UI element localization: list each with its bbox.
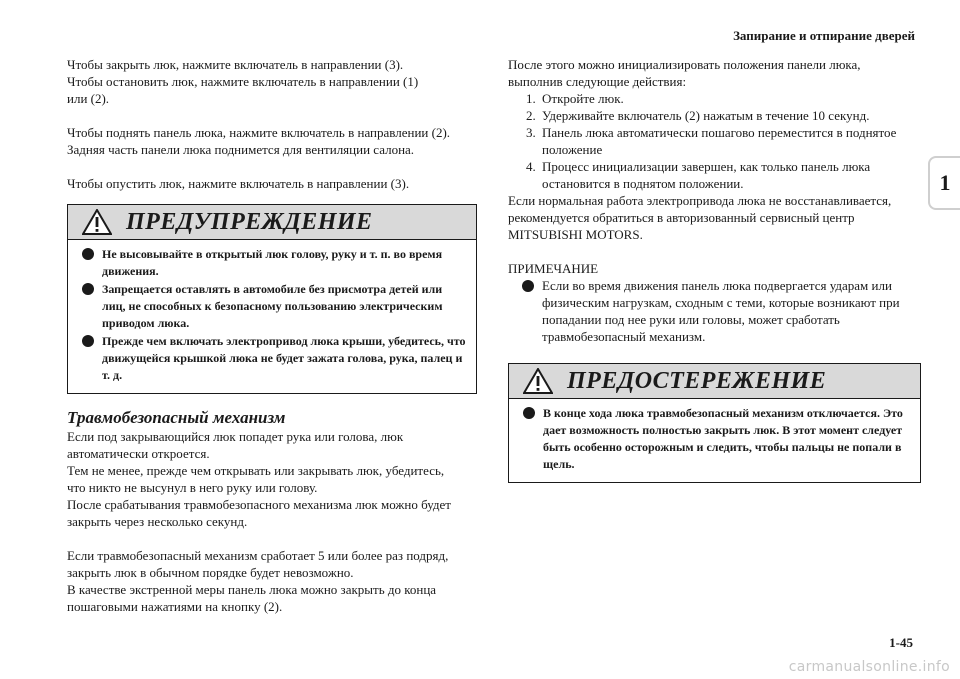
- page-number: 1-45: [889, 635, 913, 650]
- caution-header: [509, 364, 920, 399]
- intro-paragraphs: [67, 56, 477, 192]
- text-line: Чтобы опустить люк, нажмите включатель в направлении (3).: [67, 176, 410, 191]
- bullet-icon: [523, 407, 535, 419]
- left-column: [67, 56, 477, 615]
- bullet-icon: [82, 335, 94, 347]
- text-line: Чтобы остановить люк, нажмите включатель в направлении (1): [67, 74, 419, 89]
- warning-item: Не высовывайте в открытый люк голову, руку и т. п. во время движения.: [82, 246, 466, 280]
- text-line: Чтобы закрыть люк, нажмите включатель в направлении (3).: [67, 57, 404, 72]
- text-line: Тем не менее, прежде чем открывать или закрывать люк, убедитесь,: [67, 463, 445, 478]
- warning-box: [67, 204, 477, 394]
- anti-pinch-paragraphs: [67, 428, 477, 615]
- text-line: закрыть люк в обычном порядке будет невозможно.: [67, 565, 354, 580]
- watermark: carmanualsonline.info: [788, 659, 950, 675]
- text-line: пошаговыми нажатиями на кнопку (2).: [67, 599, 283, 614]
- text-line: Если под закрывающийся люк попадет рука или голова, люк: [67, 429, 404, 444]
- section-subheading: Травмобезопасный механизм: [67, 408, 286, 427]
- text-line: выполнив следующие действия:: [508, 74, 687, 89]
- note-item: Если во время движения панель люка подвергается ударам или физическим нагрузкам, сходным с теми, которые возникают при попадании под нее руки или головы, может сработать травмобезопасный механизм.: [508, 277, 921, 345]
- caution-body: [509, 399, 920, 482]
- warning-item: Прежде чем включать электропривод люка крыши, убедитесь, что движущейся крышкой люка не будет зажата голова, рука, палец и т. д.: [82, 333, 466, 384]
- warning-body: [68, 240, 476, 393]
- caution-title: ПРЕДОСТЕРЕЖЕНИЕ: [567, 367, 827, 394]
- step-item: 1. Откройте люк.: [526, 91, 624, 106]
- text-line: MITSUBISHI MOTORS.: [508, 227, 643, 242]
- right-column: [508, 56, 921, 483]
- step-item: 2. Удерживайте включатель (2) нажатым в течение 10 секунд.: [526, 108, 870, 123]
- warning-header: [68, 205, 476, 240]
- warning-title: ПРЕДУПРЕЖДЕНИЕ: [126, 208, 373, 235]
- text-line: После этого можно инициализировать положения панели люка,: [508, 57, 861, 72]
- step-item: 3. Панель люка автоматически пошагово переместится в поднятое положение: [526, 125, 897, 157]
- bullet-icon: [522, 280, 534, 292]
- steps-list: [508, 90, 921, 192]
- text-line: В качестве экстренной меры панель люка можно закрыть до конца: [67, 582, 437, 597]
- text-line: После срабатывания травмобезопасного механизма люк можно будет: [67, 497, 451, 512]
- text-line: закрыть через несколько секунд.: [67, 514, 248, 529]
- running-header: Запирание и отпирание дверей: [733, 28, 915, 43]
- text-line: что никто не высунул в него руку или голову.: [67, 480, 318, 495]
- caution-box: [508, 363, 921, 483]
- text-line: Если нормальная работа электропривода люка не восстанавливается,: [508, 193, 892, 208]
- warning-triangle-icon: [523, 368, 553, 394]
- text-line: автоматически откроется.: [67, 446, 210, 461]
- caution-item: В конце хода люка травмобезопасный механизм отключается. Это дает возможность полностью закрыть люк. В этот момент следует быть особенно осторожным и следить, чтобы пальцы не попали в щель.: [523, 405, 910, 473]
- text-line: Если травмобезопасный механизм сработает 5 или более раз подряд,: [67, 548, 449, 563]
- text-line: или (2).: [67, 91, 110, 106]
- warning-item: Запрещается оставлять в автомобиле без присмотра детей или лиц, не способных к безопасному пользованию электрическим приводом люка.: [82, 281, 466, 332]
- chapter-tab: 1: [928, 156, 960, 210]
- text-line: Задняя часть панели люка поднимется для вентиляции салона.: [67, 142, 415, 157]
- bullet-icon: [82, 248, 94, 260]
- note-label: ПРИМЕЧАНИЕ: [508, 261, 599, 276]
- text-line: Чтобы поднять панель люка, нажмите включатель в направлении (2).: [67, 125, 451, 140]
- step-item: 4. Процесс инициализации завершен, как только панель люка остановится в поднятом положении.: [526, 159, 871, 191]
- bullet-icon: [82, 283, 94, 295]
- warning-triangle-icon: [82, 209, 112, 235]
- text-line: рекомендуется обратиться в авторизованный сервисный центр: [508, 210, 855, 225]
